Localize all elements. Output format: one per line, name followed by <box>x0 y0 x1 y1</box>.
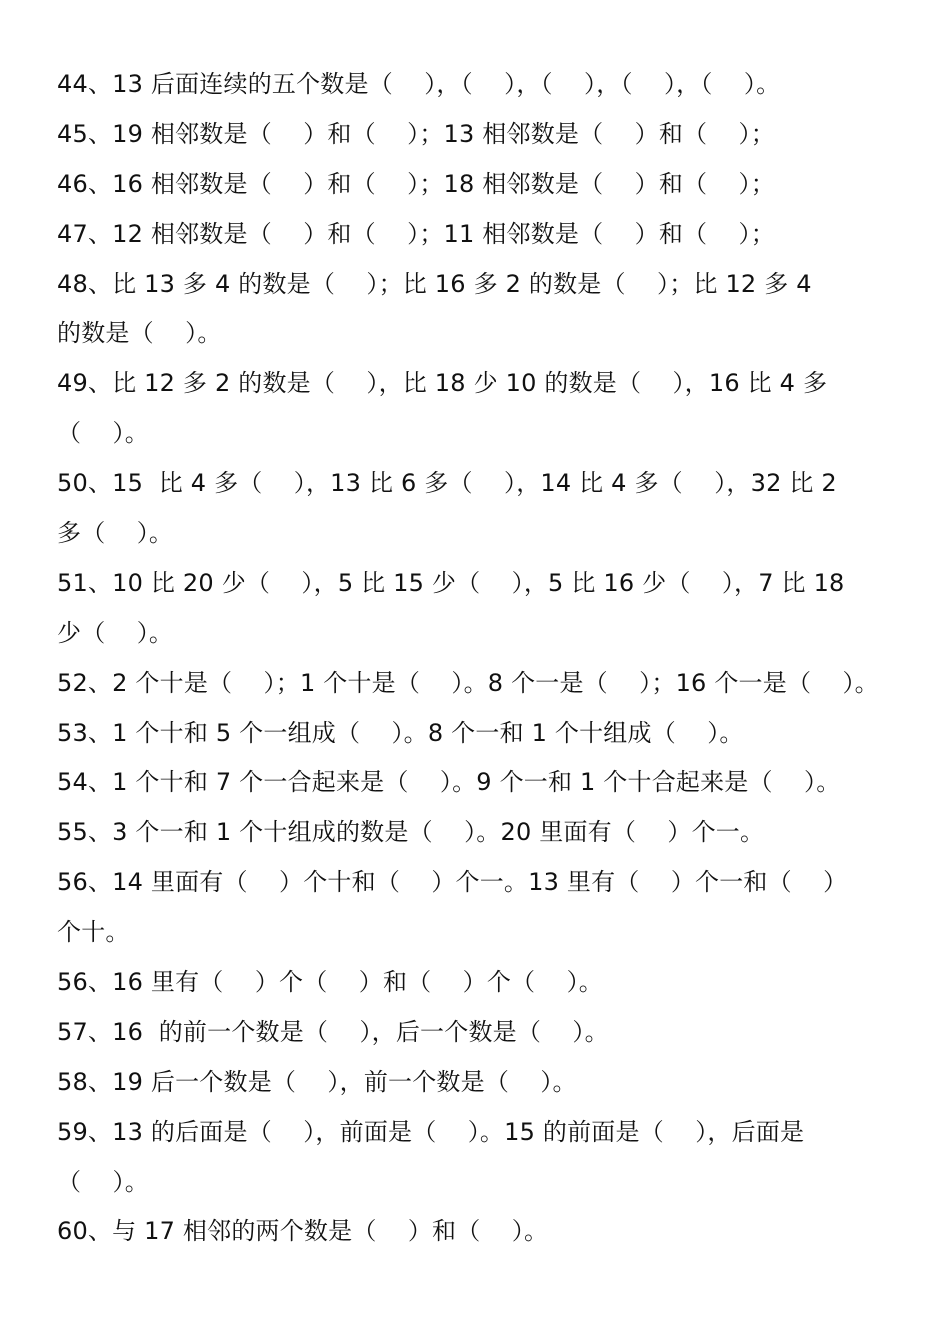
question-line: 48、比 13 多 4 的数是（ ）；比 16 多 2 的数是（ ）；比 12 多 4 <box>57 269 812 298</box>
question-line-continuation: 个十。 <box>57 918 130 947</box>
question-line-continuation: 的数是（ ）。 <box>57 319 222 348</box>
question-line-continuation: （ ）。 <box>57 1167 149 1196</box>
question-line: 44、13 后面连续的五个数是（ ），（ ），（ ），（ ），（ ）。 <box>57 70 781 98</box>
question-line: 55、3 个一和 1 个十组成的数是（ ）。20 里面有（ ）个一。 <box>57 818 765 847</box>
question-line: 47、12 相邻数是（ ）和（ ）；11 相邻数是（ ）和（ ）； <box>57 219 775 248</box>
question-line-continuation: 多（ ）。 <box>57 519 174 548</box>
question-line: 51、10 比 20 少（ ），5 比 15 少（ ），5 比 16 少（ ），7 比 18 <box>57 568 845 597</box>
question-line-continuation: （ ）。 <box>57 419 149 448</box>
question-line: 56、14 里面有（ ）个十和（ ）个一。13 里有（ ）个一和（ ） <box>57 868 848 897</box>
question-line: 60、与 17 相邻的两个数是（ ）和（ ）。 <box>57 1217 549 1246</box>
question-line: 45、19 相邻数是（ ）和（ ）；13 相邻数是（ ）和（ ）； <box>57 119 775 148</box>
question-line: 59、13 的后面是（ ），前面是（ ）。15 的前面是（ ），后面是 <box>57 1117 805 1146</box>
question-line-continuation: 少（ ）。 <box>57 618 174 647</box>
question-line: 57、16 的前一个数是（ ），后一个数是（ ）。 <box>57 1017 609 1046</box>
question-list <box>57 60 902 1257</box>
question-line: 58、19 后一个数是（ ），前一个数是（ ）。 <box>57 1067 577 1096</box>
question-line: 52、2 个十是（ ）；1 个十是（ ）。8 个一是（ ）；16 个一是（ ）。 <box>57 668 879 697</box>
question-line: 49、比 12 多 2 的数是（ ），比 18 少 10 的数是（ ），16 比 4 多 <box>57 369 828 398</box>
question-line: 53、1 个十和 5 个一组成（ ）。8 个一和 1 个十组成（ ）。 <box>57 718 744 747</box>
question-line: 54、1 个十和 7 个一合起来是（ ）。9 个一和 1 个十合起来是（ ）。 <box>57 768 841 797</box>
question-line: 50、15 比 4 多（ ），13 比 6 多（ ），14 比 4 多（ ），32 比 2 <box>57 469 837 498</box>
question-line: 56、16 里有（ ）个（ ）和（ ）个（ ）。 <box>57 968 603 997</box>
question-line: 46、16 相邻数是（ ）和（ ）；18 相邻数是（ ）和（ ）； <box>57 169 775 198</box>
